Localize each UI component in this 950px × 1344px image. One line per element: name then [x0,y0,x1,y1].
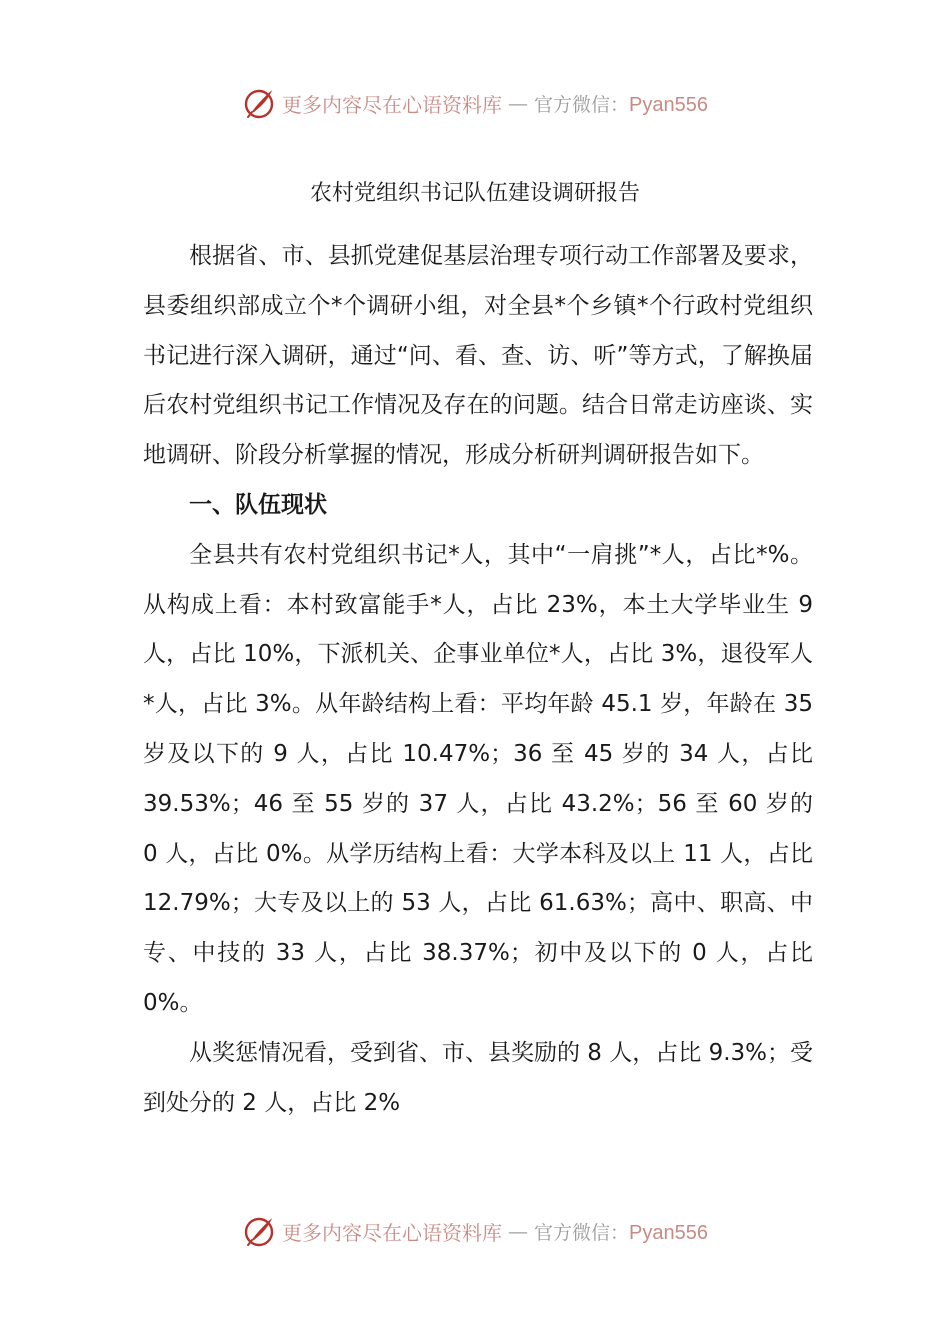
section-paragraph-composition: 全县共有农村党组织书记*人，其中“一肩挑”*人，占比*%。从构成上看：本村致富能手*人，占比 23%，本土大学毕业生 9 人，占比 10%，下派机关、企事业单位*人，占比 3%，退役军人*人，占比 3%。从年龄结构上看：平均年龄 45.1 岁，年龄在 35 岁及以下的 9 人，占比 10.47%；36 至 45 岁的 34 人，占比 39.53%；46 至 55 岁的 37 人，占比 43.2%；56 至 60 岁的 0 人，占比 0%。从学历结构上看：大学本科及以上 11 人，占比 12.79%；大专及以上的 53 人，占比 61.63%；高中、职高、中专、中技的 33 人，占比 38.37%；初中及以下的 0 人，占比 0%。 [143,541,813,1016]
watermark-contact-id: Pyan556 [629,93,708,116]
watermark-contact-label: 官方微信： [534,1221,630,1244]
section-paragraph-rewards: 从奖惩情况看，受到省、市、县奖励的 8 人，占比 9.3%；受到处分的 2 人，占比 2% [143,1039,813,1116]
watermark-brand: 更多内容尽在心语资料库 [282,92,502,117]
watermark-separator: — [508,1219,528,1243]
watermark-separator: — [508,91,528,115]
watermark-brand: 更多内容尽在心语资料库 [282,1220,502,1245]
quill-pen-icon [242,1214,276,1248]
quill-pen-icon [242,86,276,120]
watermark-contact [534,1218,708,1245]
document-title: 农村党组织书记队伍建设调研报告 [309,181,640,206]
watermark-header [0,83,950,123]
watermark-contact [534,90,708,117]
intro-paragraph: 根据省、市、县抓党建促基层治理专项行动工作部署及要求，县委组织部成立个*个调研小组，对全县*个乡镇*个行政村党组织书记进行深入调研，通过“问、看、查、访、听”等方式，了解换届后农村党组织书记工作情况及存在的问题。结合日常走访座谈、实地调研、阶段分析掌握的情况，形成分析研判调研报告如下。 [143,243,813,469]
document-body [143,232,813,1128]
watermark-contact-label: 官方微信： [534,93,630,116]
watermark-contact-id: Pyan556 [629,1221,708,1244]
watermark-footer [0,1211,950,1251]
section-heading: 一、队伍现状 [189,491,327,518]
